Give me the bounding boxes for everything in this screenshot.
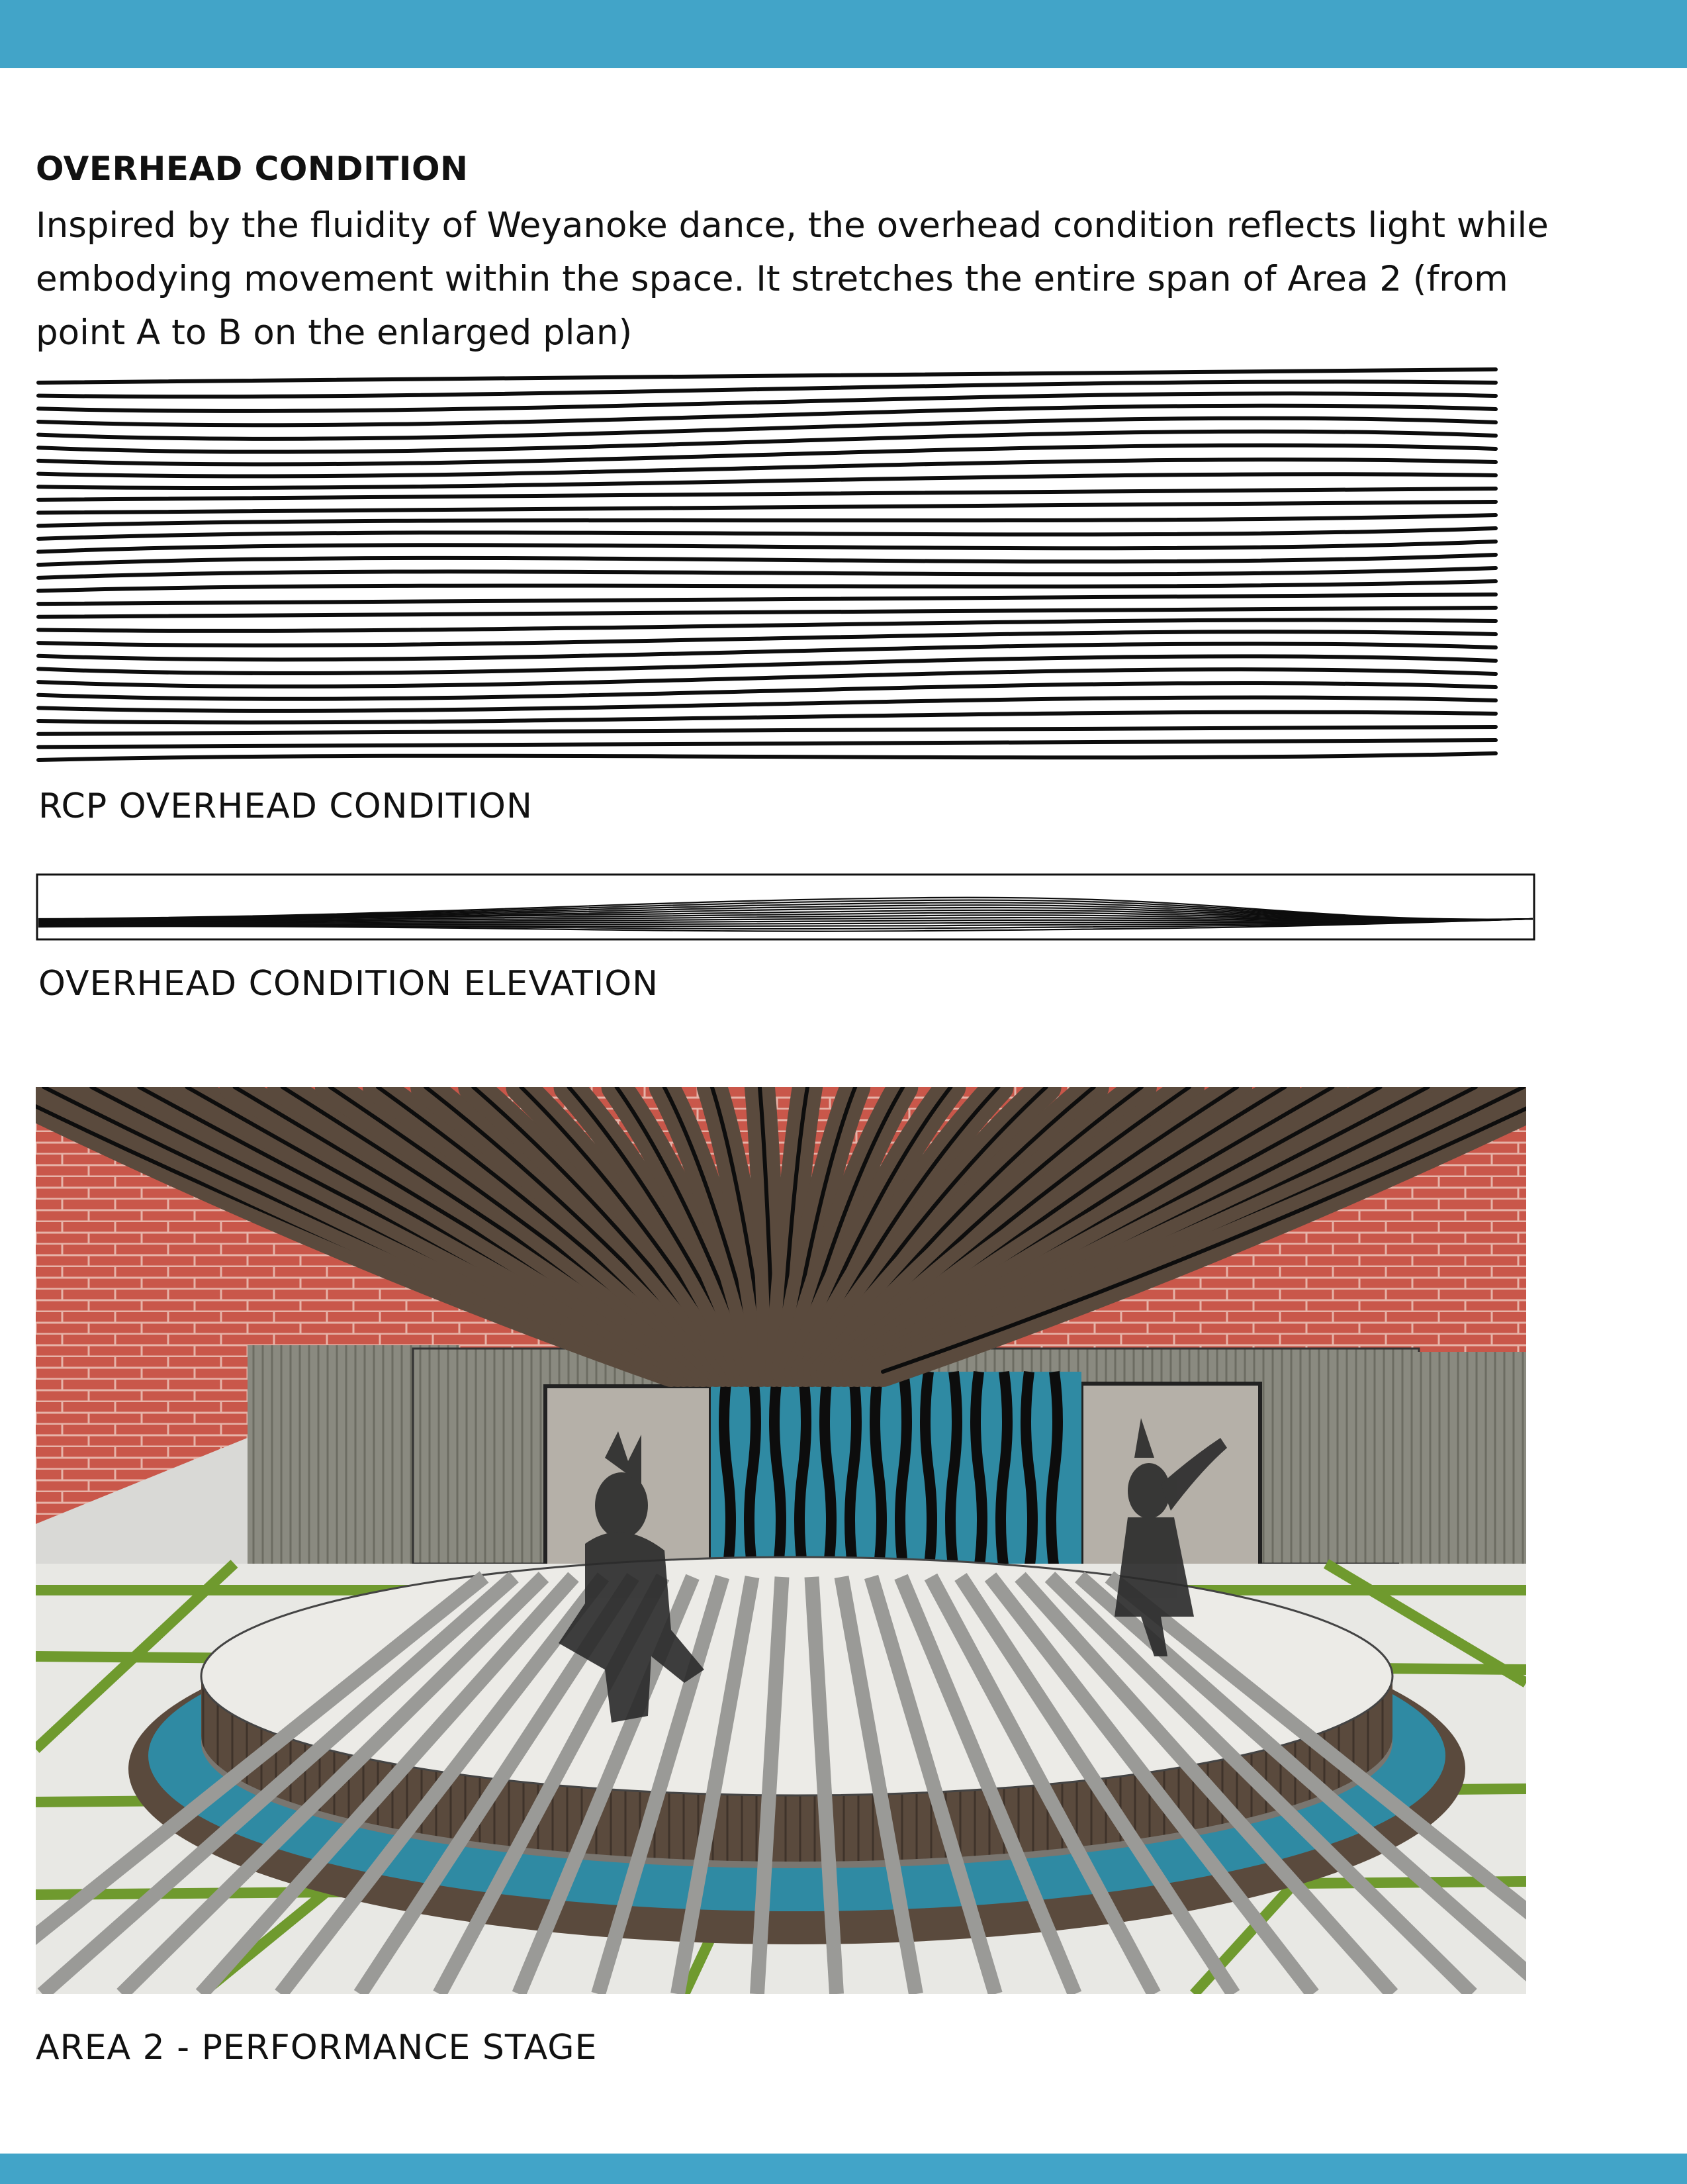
rcp-ribbon-line [38,727,1496,734]
rcp-ribbon-line [38,594,1496,604]
stage-top [201,1557,1392,1795]
curtain-strand [875,1372,882,1570]
performance-stage-render [36,1087,1526,1994]
elevation-ribbon-lines [38,898,1533,931]
rcp-ribbon-line [38,432,1496,452]
curtain-strand [1001,1372,1007,1570]
elevation-caption: OVERHEAD CONDITION ELEVATION [38,964,659,1004]
section-heading: OVERHEAD CONDITION [36,150,469,188]
rcp-ribbon-line [38,489,1496,500]
render-caption: AREA 2 - PERFORMANCE STAGE [36,2028,598,2067]
rcp-caption: RCP OVERHEAD CONDITION [38,786,533,826]
curtain-strand [825,1372,831,1570]
right-siding-wall [1399,1352,1526,1570]
rcp-ribbon-lines [38,369,1496,760]
curtain-strand [749,1372,756,1570]
rcp-ribbon-line [38,542,1496,552]
overhead-elevation-drawing [36,873,1538,945]
curtain-strand [950,1372,957,1570]
rcp-ribbon-line [38,740,1496,747]
rcp-ribbon-line [38,555,1496,565]
rcp-ribbon-line [38,568,1496,578]
bottom-color-band [0,2154,1687,2184]
rcp-overhead-drawing [36,363,1505,775]
curtain-strand [799,1372,806,1570]
rcp-ribbon-line [38,418,1496,439]
curtain-strand [900,1372,907,1570]
curtain-strand [850,1372,856,1570]
rcp-ribbon-line [38,712,1496,723]
rcp-ribbon-line [38,528,1496,539]
curtain-strand [724,1372,731,1570]
top-color-band [0,0,1687,68]
rcp-ribbon-line [38,581,1496,591]
section-paragraph: Inspired by the fluidity of Weyanoke dance, the overhead condition reflects light while embodying movement within the space. It stretches the entire span of Area 2 (from point A to B on the enlarged plan) [36,205,1549,353]
rcp-ribbon-line [38,620,1496,631]
rcp-ribbon-line [38,753,1496,760]
curtain-strand [774,1372,781,1570]
rcp-ribbon-line [38,406,1496,426]
curtain-strand [1026,1372,1032,1570]
curtain-strand [976,1372,982,1570]
rcp-ribbon-line [38,515,1496,526]
rcp-ribbon-line [38,502,1496,513]
rcp-ribbon-line [38,608,1496,617]
curtain-strand [925,1372,932,1570]
curtain-strand [1051,1372,1058,1570]
